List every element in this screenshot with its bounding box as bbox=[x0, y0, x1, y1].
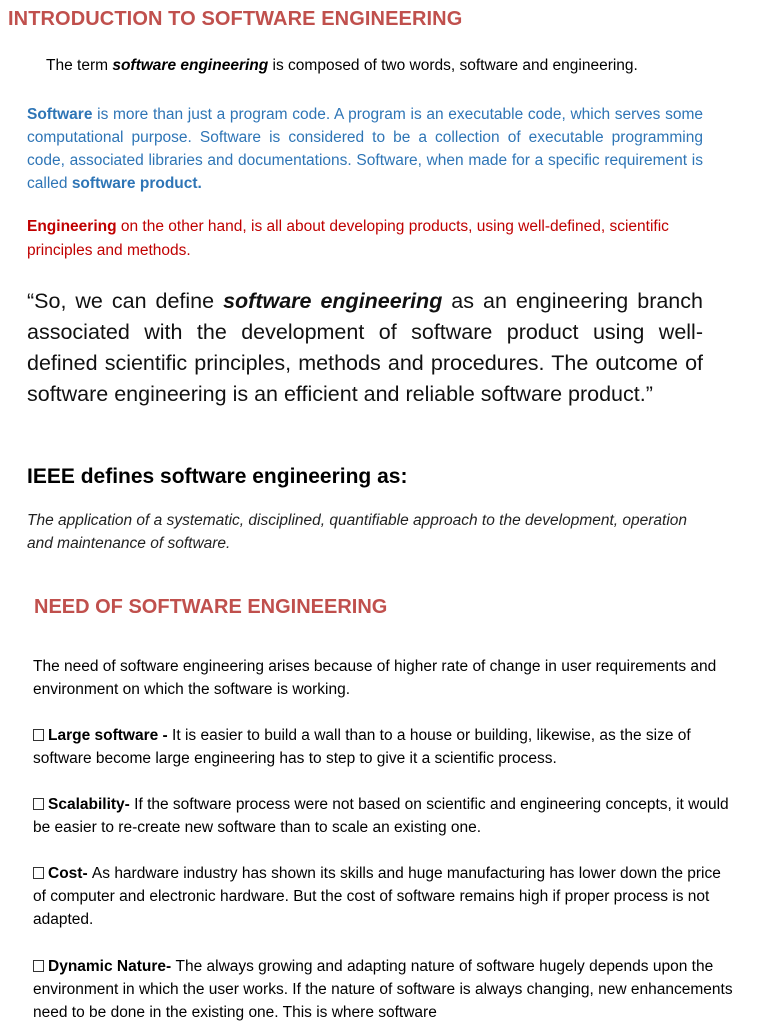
definition-quote bbox=[27, 286, 703, 410]
quote-term: software engineering bbox=[223, 289, 443, 313]
item-text: If the software process were not based on scientific and engineering concepts, it would be easier to re-create new software than to scale an existing one. bbox=[33, 796, 729, 836]
engineering-term: Engineering bbox=[27, 218, 117, 235]
ieee-definition: The application of a systematic, disciplined, quantifiable approach to the development, operation and maintenance of software. bbox=[27, 512, 688, 552]
item-text: As hardware industry has shown its skills and huge manufacturing has lower down the price of computer and electronic hardware. But the cost of software remains high if proper process is not adapted. bbox=[33, 865, 721, 928]
engineering-text: on the other hand, is all about developing products, using well-defined, scientific principles and methods. bbox=[27, 218, 669, 259]
ieee-heading: IEEE defines software engineering as: bbox=[27, 465, 408, 488]
need-heading: NEED OF SOFTWARE ENGINEERING bbox=[34, 596, 388, 618]
software-product-term: software product. bbox=[71, 175, 202, 192]
item-text: It is easier to build a wall than to a house or building, likewise, as the size of software become large engineering has to step to give it a scientific process. bbox=[33, 727, 691, 767]
checkbox-bullet-icon bbox=[33, 960, 44, 972]
checkbox-bullet-icon bbox=[33, 798, 44, 810]
need-intro: The need of software engineering arises because of higher rate of change in user requirements and environment on which the software is working. bbox=[33, 658, 717, 698]
quote-text-before: “So, we can define bbox=[27, 289, 224, 313]
software-text: is more than just a program code. A program is an executable code, which serves some computational purpose. Software is considered to be a collection of executable programming code, associated libraries and documentations. Software, when made for a specific requirement is called bbox=[27, 106, 703, 192]
item-term: Cost- bbox=[48, 865, 92, 882]
checkbox-bullet-icon bbox=[33, 867, 44, 879]
software-paragraph bbox=[27, 103, 703, 195]
quote-text-after: as an engineering branch associated with the development of software product using well-defined scientific principles, methods and procedures. The outcome of software engineering is an efficient and reliable software product.” bbox=[27, 289, 703, 406]
list-item bbox=[33, 955, 738, 1024]
item-text: The always growing and adapting nature of software hugely depends upon the environment in which the user works. If the nature of software is always changing, new enhancements need to be done in the existing one. This is where software bbox=[33, 958, 733, 1021]
intro-text-after: is composed of two words, software and engineering. bbox=[268, 57, 638, 74]
engineering-paragraph bbox=[27, 215, 703, 263]
list-item bbox=[33, 793, 738, 839]
software-term: Software bbox=[27, 106, 93, 123]
list-item bbox=[33, 724, 738, 770]
item-term: Scalability- bbox=[48, 796, 135, 813]
item-term: Dynamic Nature- bbox=[48, 958, 176, 975]
intro-text-before: The term bbox=[46, 57, 113, 74]
intro-sentence bbox=[46, 57, 638, 75]
list-item bbox=[33, 862, 738, 931]
checkbox-bullet-icon bbox=[33, 729, 44, 741]
page-title: INTRODUCTION TO SOFTWARE ENGINEERING bbox=[8, 8, 463, 30]
item-term: Large software - bbox=[48, 727, 173, 744]
intro-term: software engineering bbox=[112, 57, 269, 74]
